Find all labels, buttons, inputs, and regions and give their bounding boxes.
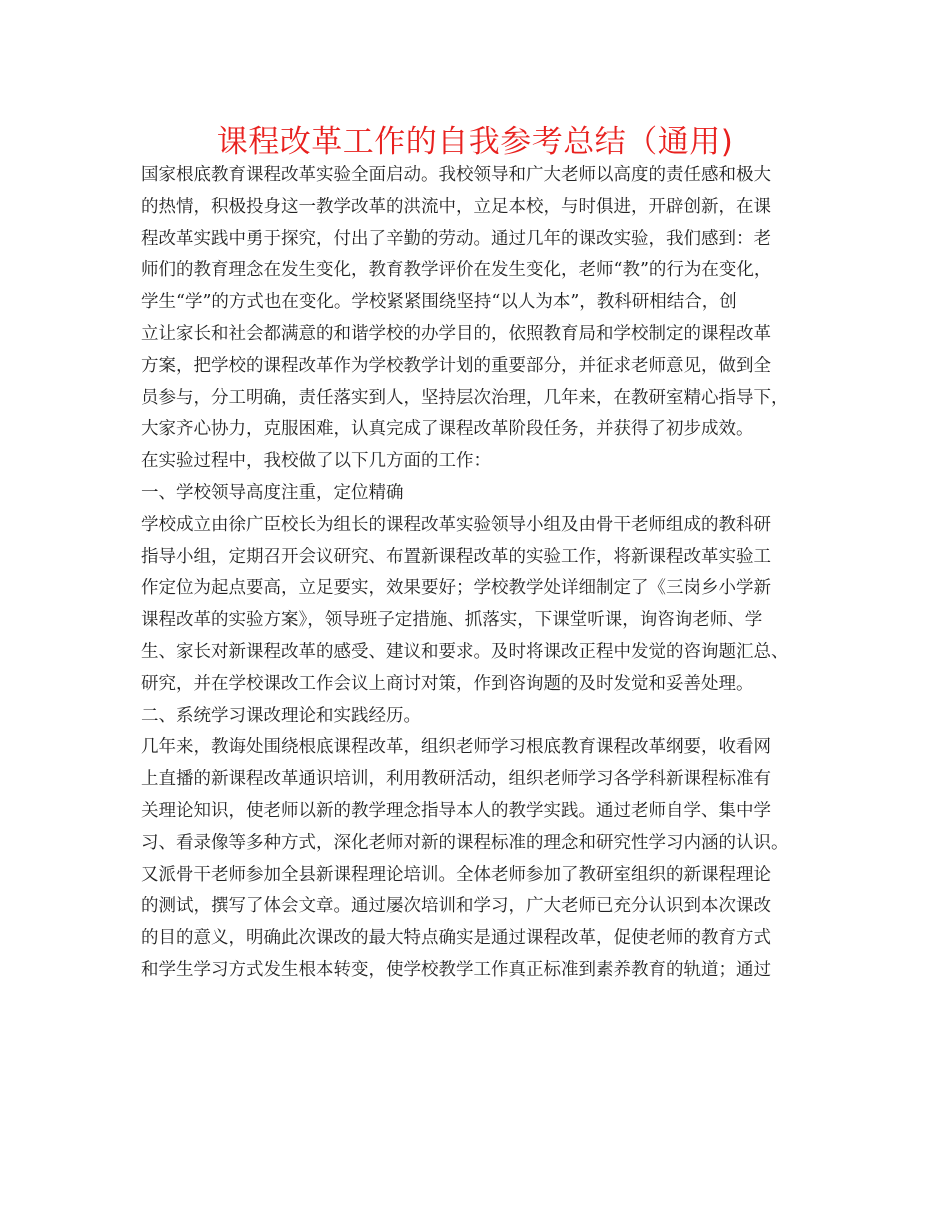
text-line: 关理论知识，使老师以新的教学理念指导本人的教学实践。通过老师自学、集中学 <box>141 800 771 821</box>
text-line: 上直播的新课程改革通识培训，利用教研活动，组织老师学习各学科新课程标准有 <box>141 769 771 790</box>
text-line: 国家根底教育课程改革实验全面启动。我校领导和广大老师以高度的责任感和极大 <box>141 165 771 185</box>
text-line: 二、系统学习课改理论和实践经历。 <box>141 705 421 726</box>
document-body <box>141 160 821 987</box>
text-line: 指导小组，定期召开会议研究、布置新课程改革的实验工作，将新课程改革实验工 <box>141 546 771 567</box>
text-line: 学生“学”的方式也在变化。学校紧紧围绕坚持“以人为本”，教科研相结合，创 <box>141 292 737 313</box>
text-line: 的目的意义，明确此次课改的最大特点确实是通过课程改革，促使老师的教育方式 <box>141 928 771 949</box>
document-title: 课程改革工作的自我参考总结（通用) <box>216 124 734 160</box>
text-line: 的测试，撰写了体会文章。通过屡次培训和学习，广大老师已充分认识到本次课改 <box>141 896 771 917</box>
text-line: 程改革实践中勇于探究，付出了辛勤的劳动。通过几年的课改实验，我们感到：老 <box>141 228 771 249</box>
text-line: 大家齐心协力，克服困难，认真完成了课程改革阶段任务，并获得了初步成效。 <box>141 419 754 440</box>
text-line: 一、学校领导高度注重，定位精确 <box>141 482 404 503</box>
text-line: 习、看录像等多种方式，深化老师对新的课程标准的理念和研究性学习内涵的认识。 <box>141 832 789 853</box>
text-line: 课程改革的实验方案》，领导班子定措施、抓落实，下课堂听课，询咨询老师、学 <box>141 610 763 631</box>
text-line: 方案，把学校的课程改革作为学校教学计划的重要部分，并征求老师意见，做到全 <box>141 355 771 376</box>
text-line: 师们的教育理念在发生变化，教育教学评价在发生变化，老师“教”的行为在变化， <box>141 260 772 281</box>
text-line: 在实验过程中，我校做了以下几方面的工作： <box>141 451 491 472</box>
text-line: 几年来，教诲处围绕根底课程改革，组织老师学习根底教育课程改革纲要，收看网 <box>141 737 771 758</box>
text-line: 立让家长和社会都满意的和谐学校的办学目的，依照教育局和学校制定的课程改革 <box>141 323 771 344</box>
text-line: 研究，并在学校课改工作会议上商讨对策，作到咨询题的及时发觉和妥善处理。 <box>141 673 754 694</box>
text-line: 学校成立由徐广臣校长为组长的课程改革实验领导小组及由骨干老师组成的教科研 <box>141 514 771 535</box>
text-line: 员参与，分工明确，责任落实到人，坚持层次治理，几年来，在教研室精心指导下， <box>141 387 789 408</box>
text-line: 和学生学习方式发生根本转变，使学校教学工作真正标准到素养教育的轨道；通过 <box>141 959 771 980</box>
text-line: 又派骨干老师参加全县新课程理论培训。全体老师参加了教研室组织的新课程理论 <box>141 864 771 885</box>
text-line: 的热情，积极投身这一教学改革的洪流中，立足本校，与时俱进，开辟创新，在课 <box>141 196 771 217</box>
text-line: 作定位为起点要高，立足要实，效果要好；学校教学处详细制定了《三岗乡小学新 <box>141 578 771 599</box>
text-line: 生、家长对新课程改革的感受、建议和要求。及时将课改正程中发觉的咨询题汇总、 <box>141 641 789 662</box>
